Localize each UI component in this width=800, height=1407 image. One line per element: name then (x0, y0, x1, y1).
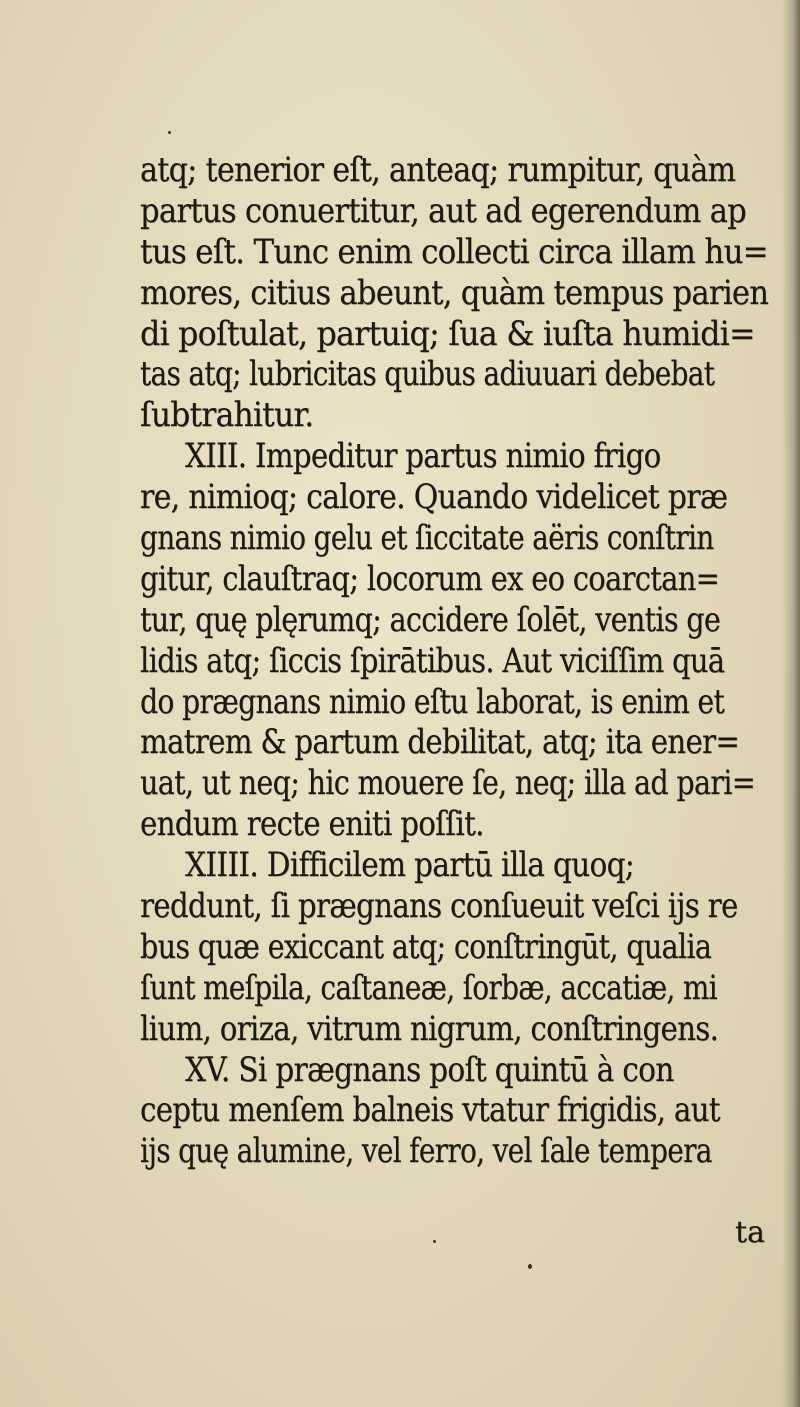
text-line: uat, ut neq; hic mouere ſe, neq; illa ad pari= (140, 763, 756, 804)
ink-speck (528, 1264, 532, 1269)
page-edge-shadow (782, 0, 800, 1407)
text-body (140, 150, 775, 1172)
section-heading-xv: XV. Si prægnans poſt quintū à con (185, 1049, 674, 1090)
section-heading-xiii: XIII. Impeditur partus nimio frigo (185, 436, 661, 477)
text-line: endum recte eniti poſſit. (140, 804, 484, 845)
text-line: re, nimioq; calore. Quando videlicet præ (140, 477, 728, 518)
ink-speck (168, 131, 171, 134)
text-line: gnans nimio gelu et ſiccitate aëris conſtrin (140, 518, 714, 559)
text-line: ceptu menſem balneis vtatur frigidis, aut (140, 1090, 720, 1131)
text-line: bus quæ exiccant atq; conſtringūt, qualia (140, 926, 712, 967)
text-line: ſunt meſpila, caſtaneæ, ſorbæ, accatiæ, mi (140, 967, 717, 1008)
text-line: matrem & partum debilitat, atq; ita ener= (140, 722, 740, 763)
catchword: ta (735, 1215, 765, 1250)
text-line: lidis atq; ſiccis ſpirātibus. Aut viciſſim quā (140, 640, 725, 681)
text-line: atq; tenerior eſt, anteaq; rumpitur, quàm (140, 150, 736, 190)
text-line: partus conuertitur, aut ad egerendum ap (140, 190, 746, 231)
text-line: ſubtrahitur. (140, 395, 314, 436)
ink-speck (433, 1240, 436, 1243)
text-line: tas atq; lubricitas quibus adiuuari debebat (140, 354, 715, 395)
text-line: gitur, clauſtraq; locorum ex eo coarctan= (140, 558, 720, 599)
text-line: di poſtulat, partuiq; ſua & iuſta humidi= (140, 313, 755, 354)
text-line: mores, citius abeunt, quàm tempus parien (140, 272, 769, 313)
text-line: do prægnans nimio eſtu laborat, is enim et (140, 681, 725, 722)
section-heading-xiiii: XIIII. Difficilem partū illa quoq; (185, 845, 635, 886)
text-line: ijs quę alumine, vel ferro, vel ſale tempera (140, 1131, 712, 1172)
text-line: lium, oriza, vitrum nigrum, conſtringens. (140, 1008, 719, 1049)
text-line: tur, quę plęrumq; accidere ſolēt, ventis ge (140, 599, 721, 640)
text-line: tus eſt. Tunc enim collecti circa illam hu= (140, 231, 768, 272)
text-line: reddunt, ſi prægnans conſueuit veſci ijs re (140, 886, 738, 927)
